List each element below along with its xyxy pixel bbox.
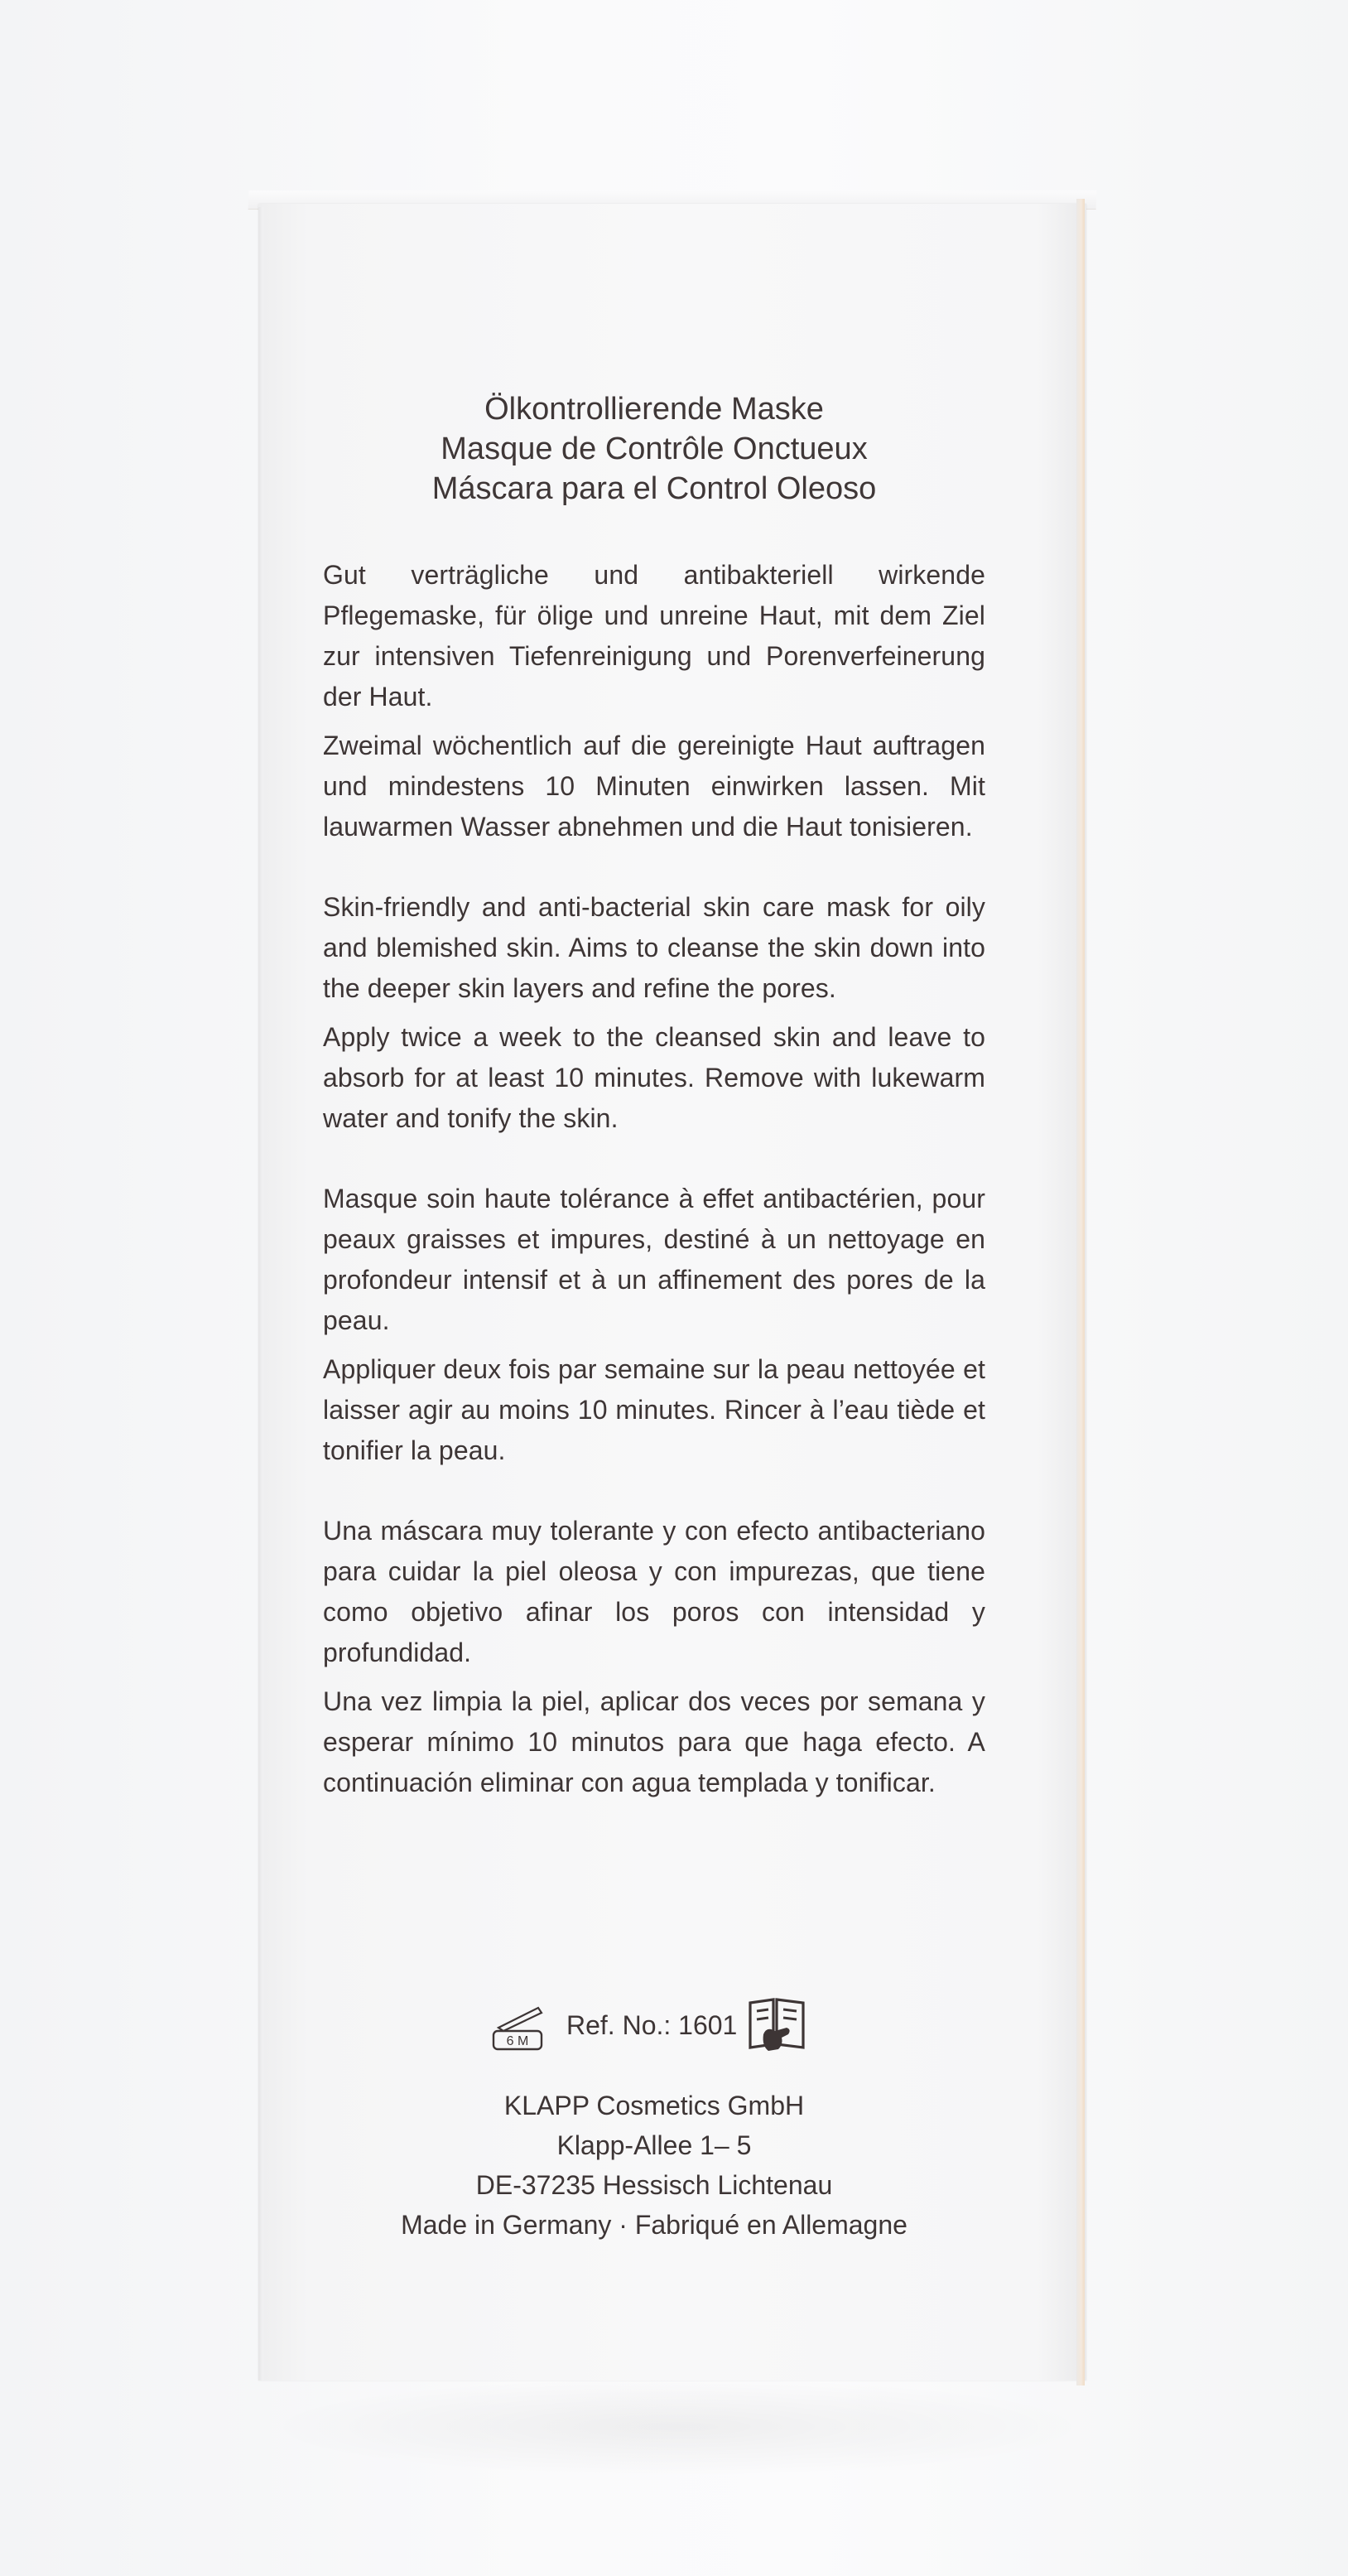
postal-city: DE-37235 Hessisch Lichtenau (475, 2170, 833, 2200)
description-english: Skin-friendly and anti-bacterial skin care mask for oily and blemished skin. Aims to cleanse the skin down into the deeper skin layers and refine the pores. (323, 892, 985, 1003)
title-french: Masque de Contrôle Onctueux (441, 432, 868, 466)
reference-number: Ref. No.: 1601 (566, 2009, 738, 2040)
usage-german: Zweimal wöchentlich auf die gereinigte Haut auftragen und mindestens 10 Minuten einwirken lassen. Mit lauwarmen Wasser abnehmen und die Haut tonisieren. (323, 731, 985, 842)
box-right-edge (1076, 199, 1085, 2385)
manufacturer-address (323, 2086, 985, 2245)
usage-spanish: Una vez limpia la piel, aplicar dos veces por semana y esperar mínimo 10 minutos para que haga efecto. A continuación eliminar con agua templada y tonificar. (323, 1686, 985, 1797)
usage-french: Appliquer deux fois par semaine sur la peau nettoyée et laisser agir au moins 10 minutes. Rincer à l’eau tiède et tonifier la peau. (323, 1354, 985, 1465)
description-german: Gut verträgliche und antibakteriell wirkende Pflegemaske, für ölige und unreine Haut, mit dem Ziel zur intensiven Tiefenreinigung und Porenverfeinerung der Haut. (323, 560, 985, 712)
box-left-edge (258, 207, 263, 2381)
reference-row (489, 1995, 836, 2056)
read-instructions-icon (745, 1995, 808, 2056)
street-address: Klapp-Allee 1– 5 (556, 2130, 752, 2160)
product-titles (323, 389, 985, 509)
description-french: Masque soin haute tolérance à effet antibactérien, pour peaux graisses et impures, destiné à un nettoyage en profondeur intensif et à un affinement des pores de la peau. (323, 1184, 985, 1335)
box-text-panel (323, 389, 985, 1803)
origin-statement: Made in Germany · Fabriqué en Allemagne (401, 2210, 907, 2240)
pao-label: 6 M (506, 2034, 529, 2048)
description-spanish: Una máscara muy tolerante y con efecto antibacteriano para cuidar la piel oleosa y con impurezas, que tiene como objetivo afinar los poros con intensidad y profundidad. (323, 1516, 985, 1667)
title-spanish: Máscara para el Control Oleoso (431, 471, 877, 506)
period-after-opening-icon (489, 1996, 555, 2054)
box-shadow (263, 2377, 1091, 2477)
company-name: KLAPP Cosmetics GmbH (503, 2091, 805, 2120)
title-german: Ölkontrollierende Maske (484, 392, 824, 427)
usage-english: Apply twice a week to the cleansed skin and leave to absorb for at least 10 minutes. Remove with lukewarm water and tonify the skin. (323, 1022, 985, 1133)
